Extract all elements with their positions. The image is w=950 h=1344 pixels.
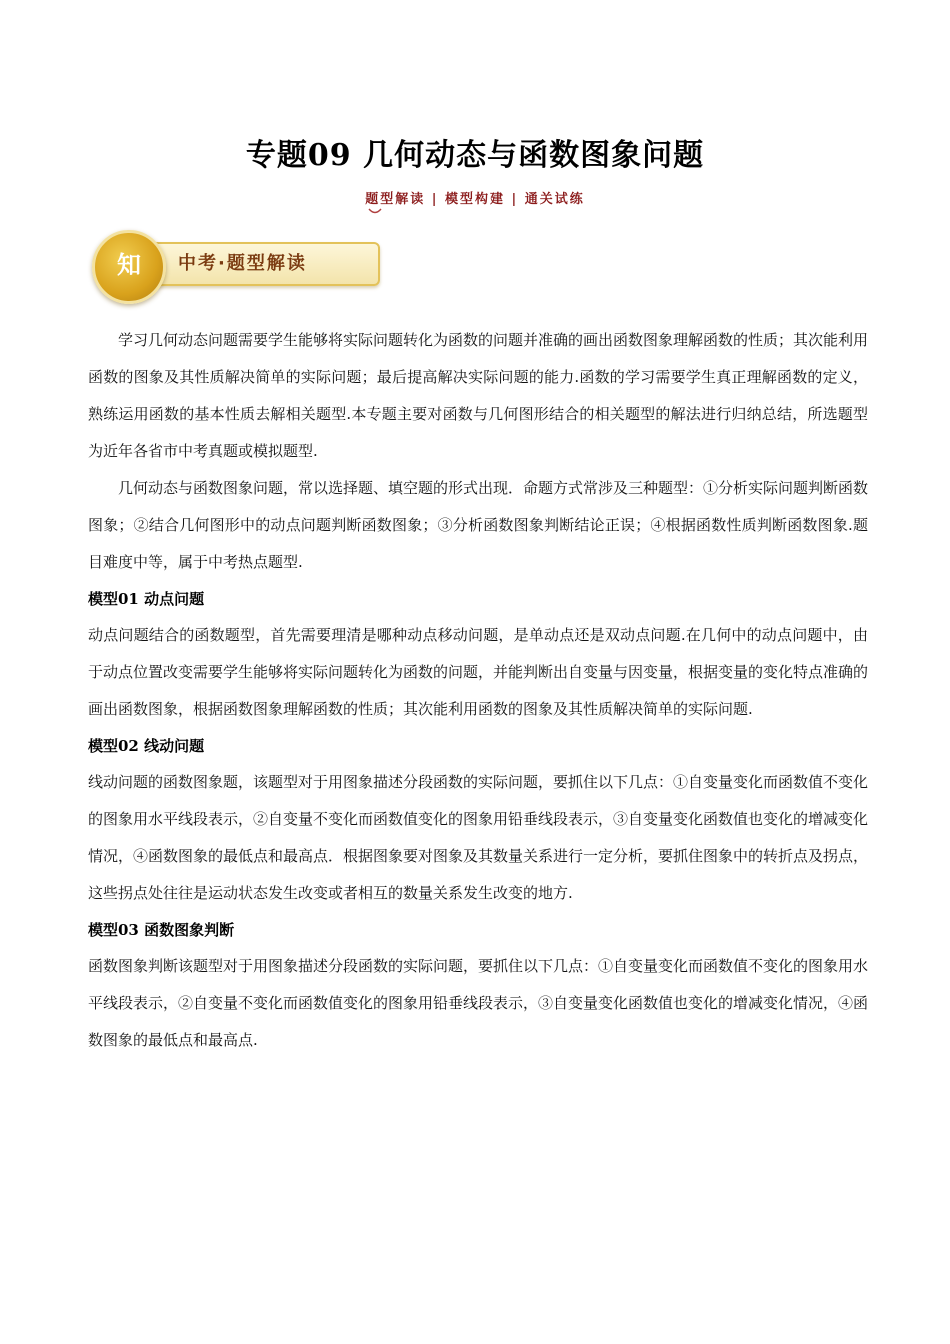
intro-paragraph: 几何动态与函数图象问题，常以选择题、填空题的形式出现．命题方式常涉及三种题型：①分析实际问题判断函数图象；②结合几何图形中的动点问题判断函数图象；③分析函数图象判断结论正误；④根据函数性质判断函数图象.题目难度中等，属于中考热点题型. — [88, 479, 869, 571]
badge-char: 知 — [117, 251, 141, 279]
model-heading: 模型02 线动问题 — [88, 737, 205, 755]
model-heading: 模型01 动点问题 — [88, 590, 205, 608]
model-body: 函数图象判断该题型对于用图象描述分段函数的实际问题，要抓住以下几点：①自变量变化而函数值不变化的图象用水平线段表示，②自变量不变化而函数值变化的图象用铅垂线段表示，③自变量变化函数值也变化的增减变化情况，④函数图象的最低点和最高点. — [88, 957, 869, 1049]
page-title: 专题09 几何动态与函数图象问题 — [245, 138, 705, 173]
intro-paragraph: 学习几何动态问题需要学生能够将实际问题转化为函数的问题并准确的画出函数图象理解函数的性质；其次能利用函数的图象及其性质解决简单的实际问题；最后提高解决实际问题的能力.函数的学习需要学生真正理解函数的定义，熟练运用函数的基本性质去解相关题型.本专题主要对函数与几何图形结合的相关题型的解法进行归纳总结，所选题型为近年各省市中考真题或模拟题型. — [88, 331, 869, 460]
section-banner — [88, 228, 383, 308]
section-subtitle: 题型解读 | 模型构建 | 通关试练 — [365, 192, 585, 207]
badge-circle — [92, 230, 166, 304]
document-body — [88, 322, 868, 1059]
ornament-icon — [368, 207, 382, 215]
banner-label: 中考·题型解读 — [178, 253, 307, 274]
model-body: 动点问题结合的函数题型，首先需要理清是哪种动点移动问题，是单动点还是双动点问题.在几何中的动点问题中，由于动点位置改变需要学生能够将实际问题转化为函数的问题，并能判断出自变量与因变量，根据变量的变化特点准确的画出函数图象，根据函数图象理解函数的性质；其次能利用函数的图象及其性质解决简单的实际问题. — [88, 626, 869, 718]
model-heading: 模型03 函数图象判断 — [88, 921, 235, 939]
banner-bar — [140, 242, 380, 286]
model-body: 线动问题的函数图象题，该题型对于用图象描述分段函数的实际问题，要抓住以下几点：①自变量变化而函数值不变化的图象用水平线段表示，②自变量不变化而函数值变化的图象用铅垂线段表示，③自变量变化函数值也变化的增减变化情况，④函数图象的最低点和最高点．根据图象要对图象及其数量关系进行一定分析，要抓住图象中的转折点及拐点，这些拐点处往往是运动状态发生改变或者相互的数量关系发生改变的地方. — [88, 773, 869, 902]
